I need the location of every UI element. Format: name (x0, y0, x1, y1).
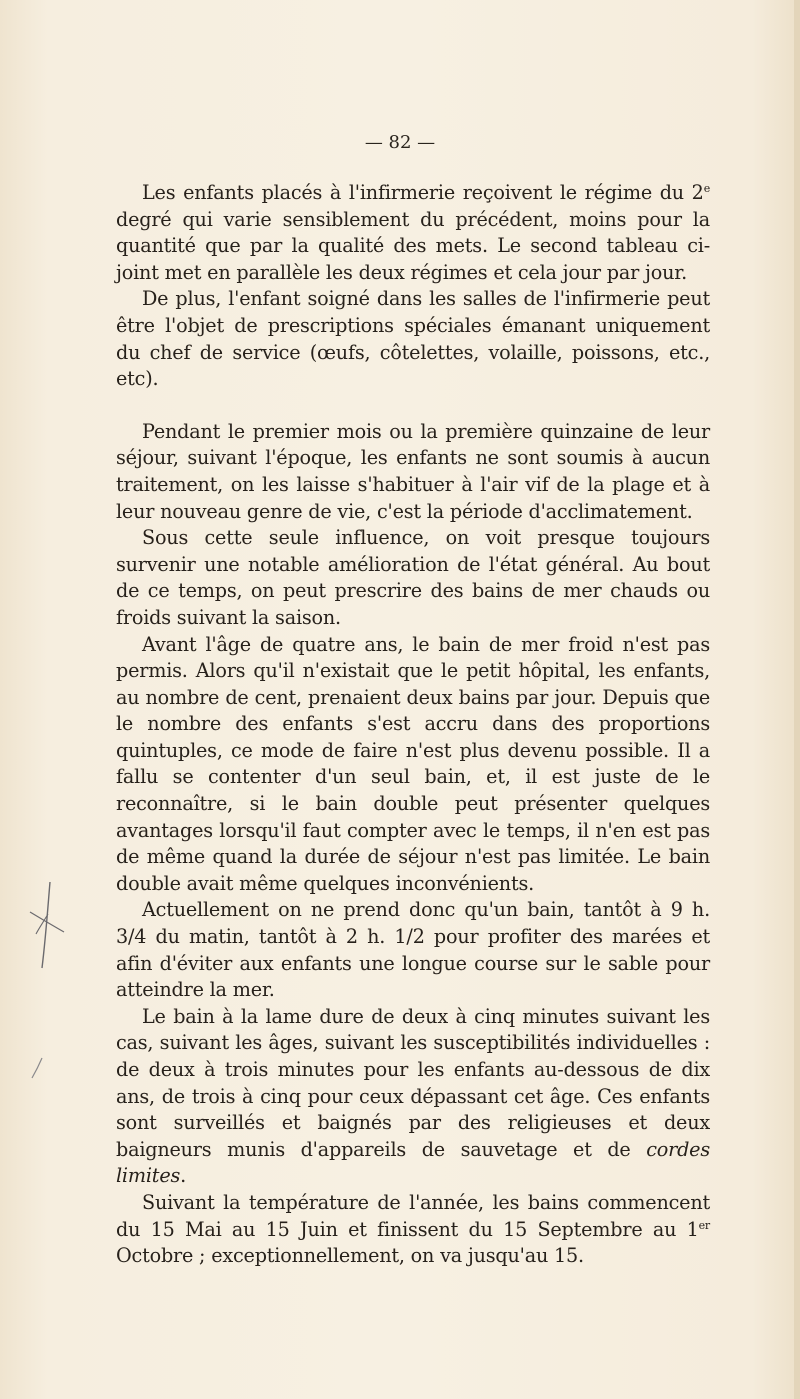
superscript: er (698, 1218, 710, 1232)
paragraph: Avant l'âge de quatre ans, le bain de mer froid n'est pas permis. Alors qu'il n'existait que le petit hôpital, les enfants, au nombre de cent, prenaient deux bains par jour. Depuis que le nombre des enfants s'est accru dans des proportions quintuples, ce mode de faire n'est plus devenu possible. Il a fallu se contenter d'un seul bain, et, il est juste de le reconnaître, si le bain double peut présenter quelques avantages lorsqu'il faut compter avec le temps, il n'en est pas de même quand la durée de séjour n'est pas limitée. Le bain double avait même quelques inconvénients. (116, 632, 710, 895)
superscript: e (703, 182, 710, 195)
paragraph-text: Suivant la température de l'année, les bains commencent du 15 Mai au 15 Juin et finissent du 15 Septembre au 1 (116, 1190, 710, 1241)
page-number: — 82 — (364, 132, 436, 153)
paragraph: De plus, l'enfant soigné dans les salles de l'infirmerie peut être l'objet de prescriptions spéciales émanant uniquement du chef de service (œufs, côtelettes, volaille, poissons, etc., etc). (116, 287, 710, 391)
paragraph-text: Octobre ; exceptionnellement, on va jusqu'au 15. (116, 1244, 584, 1268)
paragraph (116, 1004, 710, 1190)
paragraph: Actuellement on ne prend donc qu'un bain, tantôt à 9 h. 3/4 du matin, tantôt à 2 h. 1/2 pour profiter des marées et afin d'éviter aux enfants une longue course sur le sable pour atteindre la mer. (116, 898, 710, 1002)
paragraph (116, 1190, 710, 1270)
page-edge (794, 0, 800, 1399)
paragraph: Pendant le premier mois ou la première quinzaine de leur séjour, suivant l'époque, les enfants ne sont soumis à aucun traitement, on les laisse s'habituer à l'air vif de la plage et à leur nouveau genre de vie, c'est la période d'acclimatement. (116, 419, 710, 523)
paragraph-text: Les enfants placés à l'infirmerie reçoivent le régime du 2 (142, 181, 704, 204)
italic-term: cordes limites (116, 1137, 710, 1188)
pencil-cross-mark-icon (28, 880, 68, 970)
paragraph: Sous cette seule influence, on voit presque toujours survenir une notable amélioration de l'état général. Au bout de ce temps, on peut prescrire des bains de mer chauds ou froids suivant la saison. (116, 526, 710, 629)
paragraph (116, 180, 710, 286)
paragraph-text: degré qui varie sensiblement du précédent, moins pour la quantité que par la qualité des mets. Le second tableau ci-joint met en parallèle les deux régimes et cela jour par jour. (116, 207, 710, 284)
paragraph-text: Le bain à la lame dure de deux à cinq minutes suivant les cas, suivant les âges, suivant les susceptibilités individuelles : de deux à trois minutes pour les enfants au-dessous de dix ans, de trois à cinq pour ceux dépassant cet âge. Ces enfants sont surveillés et baignés par des religieuses et deux baigneurs munis d'appareils de sauvetage et de (116, 1004, 710, 1161)
pencil-tick-mark-icon (30, 1056, 44, 1080)
body-text (116, 180, 710, 1270)
paragraph-text: . (180, 1164, 187, 1188)
